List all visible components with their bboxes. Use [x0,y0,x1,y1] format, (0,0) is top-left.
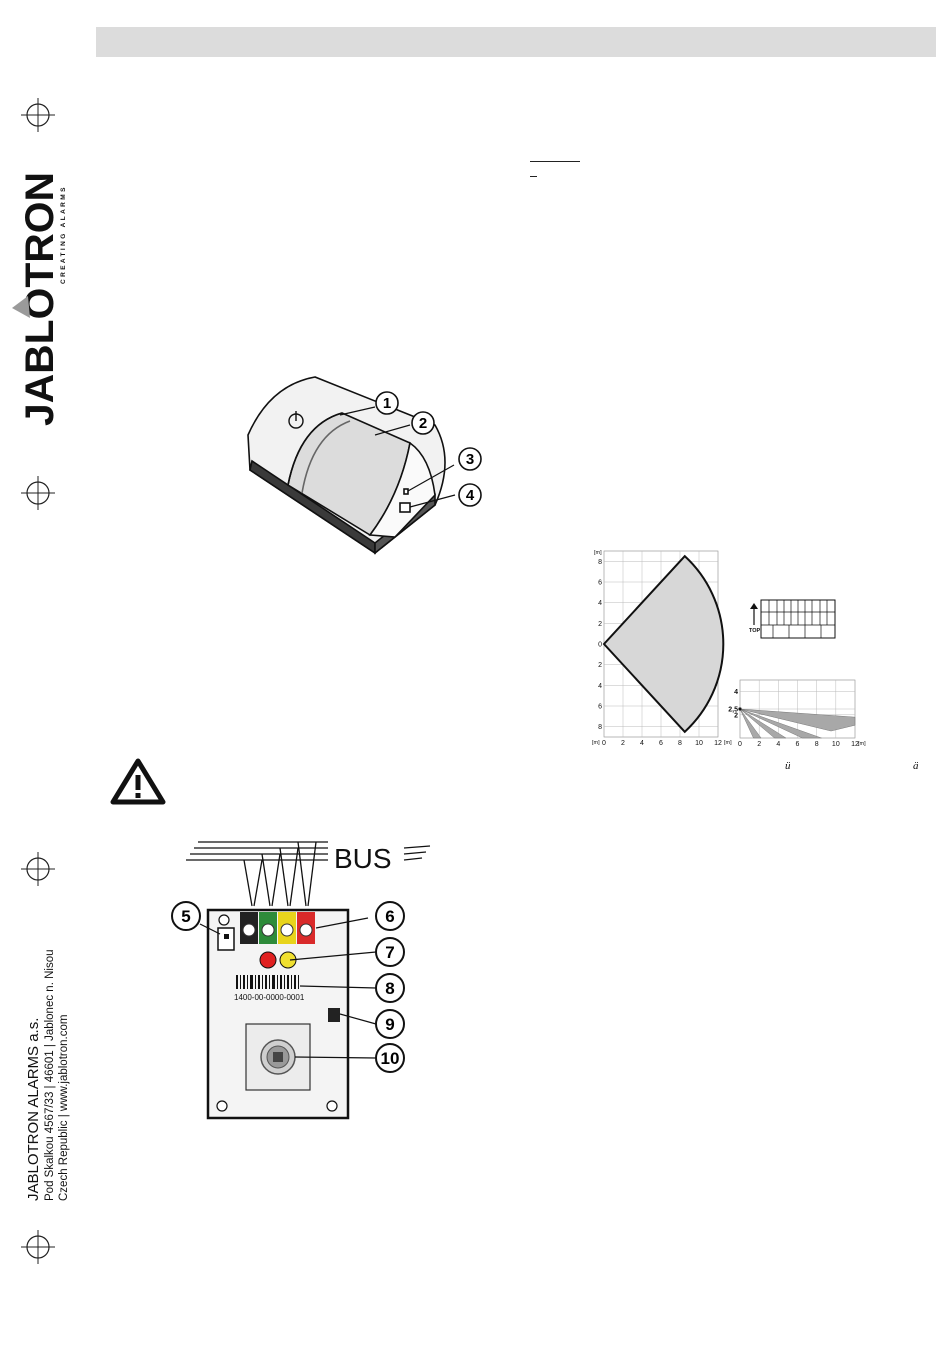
top-view-chart [592,550,732,747]
side-view-y-tick: 4 [734,689,738,697]
led-red [260,952,276,968]
side-view-chart [728,680,866,748]
registration-mark-icon [21,1230,55,1264]
side-view-y-tick: 2 [734,712,738,720]
callout-2: 2 [418,415,428,432]
underline-rule [530,161,580,162]
warning-icon [110,758,166,806]
detector-illustration [230,365,500,565]
side-view-x-tick: 4 [776,741,781,748]
side-view-y-tick: 2,5 [728,706,738,714]
top-view-y-tick: 2 [598,662,602,670]
dash-rule [530,176,537,177]
lens-pattern [749,600,835,638]
top-view-y-tick: 0 [598,641,602,649]
side-view-x-unit: [m] [858,741,866,747]
callout-4: 4 [465,487,475,504]
registration-mark-icon [21,852,55,886]
top-view-y-tick: 6 [598,579,602,587]
registration-mark-icon [21,476,55,510]
top-view-y-tick: 8 [598,724,602,732]
top-view-x-tick: 2 [621,740,625,747]
callout-3: 3 [465,451,475,468]
board-illustration [168,838,438,1128]
top-view-x-origin-unit: [m] [592,740,600,746]
header-bar [96,27,936,57]
address-company: JABLOTRON ALARMS a.s. [25,1017,42,1201]
side-view-x-tick: 10 [831,741,840,748]
tamper-switch [328,1008,340,1022]
top-view-x-unit: [m] [724,740,732,746]
side-view-x-tick: 12 [851,741,859,748]
registration-mark-icon [21,98,55,132]
address-street: Pod Skalkou 4567/33 | 46601 | Jablonec n. Nisou [44,949,56,1201]
side-view-x-tick: 2 [757,741,762,748]
top-view-y-tick: 2 [598,620,602,628]
serial-number: 1400-00-0000-0001 [234,993,305,1002]
company-address [8,905,88,1205]
top-view-y-tick: 4 [598,682,602,690]
side-view-x-tick: 8 [814,741,819,748]
stray-a-umlaut: ä [913,760,919,772]
callout-7: 7 [385,943,395,962]
top-view-y-tick: 8 [598,558,602,566]
top-view-y-tick: 4 [598,600,602,608]
lens-top-label: TOP [749,628,761,634]
top-view-y-tick: 6 [598,703,602,711]
jablotron-logo [8,168,66,430]
callout-1: 1 [382,395,392,412]
top-view-x-tick: 10 [695,740,703,747]
detection-charts [584,545,880,755]
side-view-x-tick: 0 [738,741,742,748]
side-view-x-tick: 6 [795,741,800,748]
logo-wordmark: JABLOTRON [18,177,62,426]
callout-5: 5 [181,907,191,926]
top-view-x-tick: 12 [714,740,722,747]
stray-u-umlaut: ü [785,760,791,772]
top-view-x-tick: 8 [678,740,682,747]
callout-10: 10 [380,1049,400,1068]
bus-label: BUS [334,843,392,874]
callout-6: 6 [385,907,395,926]
top-view-x-tick: 6 [659,740,663,747]
arrow-up-icon [750,603,758,609]
mount-point [738,707,741,710]
callout-9: 9 [385,1015,395,1034]
top-view-y-unit: [m] [594,550,602,556]
top-view-x-tick: 0 [602,740,606,747]
top-view-x-tick: 4 [640,740,644,747]
address-country-web: Czech Republic | www.jablotron.com [58,1014,70,1201]
logo-tagline: CREATING ALARMS [60,185,67,284]
callout-8: 8 [385,979,395,998]
